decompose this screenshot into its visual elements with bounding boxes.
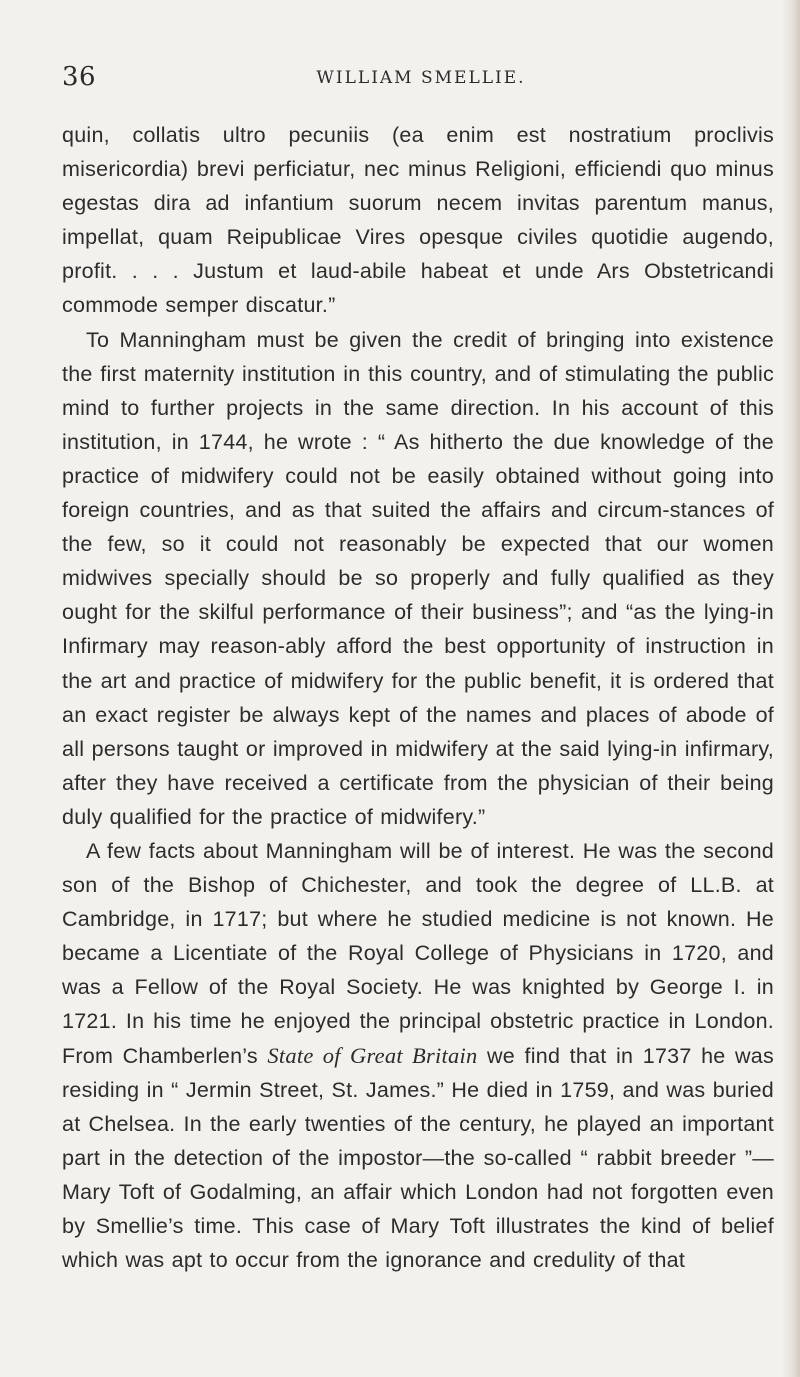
- page-header: [62, 62, 760, 102]
- book-title-italic: State of Great Britain: [267, 1042, 478, 1068]
- paragraph-manningham-facts: [62, 834, 774, 1277]
- paragraph-text-part: we find that in 1737 he was residing in “ Jermin Street, St. James.” He died in 1759, and was buried at Chelsea. In the early twenties of the century, he played an important part in the detection of the impostor—the so-called “ rabbit breeder ”—Mary Toft of Godalming, an affair which London had not forgotten even by Smellie’s time. This case of Mary Toft illustrates the kind of belief which was apt to occur from the ignorance and credulity of that: [62, 1043, 774, 1273]
- body-text: [62, 118, 774, 1277]
- page-number: 36: [62, 62, 97, 92]
- running-head: WILLIAM SMELLIE.: [316, 68, 526, 88]
- page-edge-shadow: [782, 0, 800, 1377]
- paragraph-text-part: A few facts about Manningham will be of interest. He was the second son of the Bishop of Chichester, and took the degree of LL.B. at Cambridge, in 1717; but where he studied medicine is not known. He became a Licentiate of the Royal College of Physicians in 1720, and was a Fellow of the Royal Society. He was knighted by George I. in 1721. In his time he enjoyed the principal obstetric practice in London. From Chamberlen’s: [62, 838, 774, 1068]
- paragraph-manningham-credit: To Manningham must be given the credit of bringing into existence the first maternity institution in this country, and of stimulating the public mind to further projects in the same direction. In his account of this institution, in 1744, he wrote : “ As hitherto the due knowledge of the practice of midwifery could not be easily obtained without going into foreign countries, and as that suited the affairs and circum-stances of the few, so it could not reasonably be expected that our women midwives specially should be so properly and fully qualified as they ought for the skilful performance of their business”; and “as the lying-in Infirmary may reason-ably afford the best opportunity of instruction in the art and practice of midwifery for the public benefit, it is ordered that an exact register be always kept of the names and places of abode of all persons taught or improved in midwifery at the said lying-in infirmary, after they have received a certificate from the physician of their being duly qualified for the practice of midwifery.”: [62, 327, 774, 829]
- paragraph-latin-quote: quin, collatis ultro pecuniis (ea enim est nostratium proclivis misericordia) brevi perficiatur, nec minus Religioni, efficiendi quo minus egestas dira ad infantium suorum necem invitas parentum manus, impellat, quam Reipublicae Vires opesque civiles quotidie augendo, profit. . . . Justum et laud-abile habeat et unde Ars Obstetricandi commode semper discatur.”: [62, 123, 774, 318]
